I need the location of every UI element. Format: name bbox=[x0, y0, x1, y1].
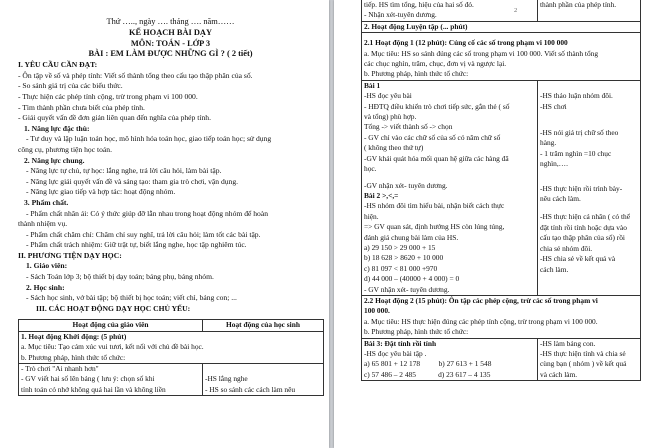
materials-line: - Sách Toán lớp 3; bộ thiết bị dạy toán; bảng phụ, bảng nhóm. bbox=[26, 272, 214, 282]
teacher-activity-cell bbox=[362, 0, 538, 21]
quality-line: - Phẩm chất nhân ái: Có ý thức giúp đỡ lẫn nhau trong hoạt động nhóm để hoàn bbox=[26, 208, 269, 218]
subheading-teacher: 1. Giáo viên: bbox=[26, 261, 68, 271]
student-activity-line: - HS so sánh các cách làm nêu bbox=[205, 384, 296, 394]
activity-2-line: b. Phương pháp, hình thức tổ chức: bbox=[364, 327, 469, 337]
warmup-line: a. Mục tiêu: Tạo cảm xúc vui tươi, kết nối với chủ đề bài học. bbox=[21, 342, 204, 352]
subheading-general-competence: 2. Năng lực chung. bbox=[24, 155, 85, 165]
table-header-row bbox=[19, 320, 324, 331]
activity-2-line: a. Mục tiêu: HS thực hiện đúng các phép tính cộng, trừ trong phạm vi 100 000. bbox=[364, 316, 598, 326]
page-2-content bbox=[361, 0, 640, 381]
subject-line: MÔN: TOÁN - LỚP 3 bbox=[130, 38, 211, 48]
student-activity-line: -HS thảo luận nhóm đôi. bbox=[540, 91, 613, 101]
warmup-section-cell bbox=[19, 331, 324, 363]
teacher-activity-line: -HS nhóm đôi tìm hiểu bài, nhận biết cách thực bbox=[364, 201, 505, 211]
goal-line: - Giải quyết vấn đề đơn giản liên quan đến nghĩa của phép tính. bbox=[18, 113, 211, 123]
activity-1-line: b. Phương pháp, hình thức tổ chức: bbox=[364, 69, 469, 79]
student-activity-cell bbox=[538, 0, 641, 21]
lesson-plan-title: KẾ HOẠCH BÀI DẠY bbox=[128, 27, 213, 37]
activity-1-title: 2.1 Hoạt động 1 (12 phút): Củng cố các số trong phạm vi 100 000 bbox=[364, 38, 568, 48]
activity-2-title: 2.2 Hoạt động 2 (15 phút): Ôn tập các phép cộng, trừ các số trong phạm vi bbox=[364, 295, 598, 305]
spacer bbox=[540, 170, 638, 184]
student-activity-line: - 1 trăm nghìn =10 chục bbox=[540, 148, 612, 158]
teacher-activity-line: a) 29 150 > 29 000 + 15 bbox=[364, 242, 436, 252]
student-activity-line: chia sẻ nhóm đôi. bbox=[540, 243, 593, 253]
quality-line: - Phẩm chất trách nhiệm: Giữ trật tự, biết lắng nghe, học tập nghiêm túc. bbox=[26, 240, 247, 250]
student-activity-line: -HS chơi bbox=[540, 101, 567, 111]
teacher-activity-line: - Nhận xét-tuyên dương. bbox=[364, 10, 437, 20]
teacher-activity-line: - HĐTQ điều khiển trò chơi tiếp sức, gắn thẻ ( số bbox=[364, 101, 510, 111]
teacher-activity-line: đánh giá chung bài làm của HS. bbox=[364, 232, 459, 242]
competence-line: - Năng lực tự chủ, tự học: lắng nghe, trả lời câu hỏi, làm bài tập. bbox=[26, 166, 222, 176]
teacher-activity-line: d) 44 000 – (40000 + 4 000) = 0 bbox=[364, 274, 460, 284]
spacer bbox=[540, 81, 638, 91]
exercise-1-teacher-cell bbox=[362, 80, 538, 295]
competence-line: - Tư duy và lập luận toán học, mô hình hóa toán học, giao tiếp toán học; sử dụng bbox=[26, 134, 272, 144]
activity-2-title-cont: 100 000. bbox=[364, 306, 390, 316]
teacher-activity-cell bbox=[19, 364, 203, 396]
student-activity-line: thành phần của phép tính. bbox=[540, 0, 617, 9]
student-activity-line: cấu tạo thập phân của số) rồi bbox=[540, 233, 625, 243]
student-activity-line: cách làm. bbox=[540, 264, 569, 274]
table-row bbox=[19, 364, 324, 396]
subheading-qualities: 3. Phẩm chất. bbox=[24, 197, 69, 207]
table-row bbox=[19, 331, 324, 363]
table-row bbox=[362, 21, 641, 32]
quality-line: - Phẩm chất chăm chỉ: Chăm chỉ suy nghĩ, trả lời câu hỏi; làm tốt các bài tập. bbox=[26, 229, 261, 239]
student-activity-line: -HS lắng nghe bbox=[205, 374, 248, 384]
goal-line: - Tìm thành phần chưa biết của phép tính. bbox=[18, 102, 145, 112]
competence-line: - Năng lực giải quyết vấn đề và sáng tạo: tham gia trò chơi, vận dụng. bbox=[26, 176, 239, 186]
teacher-activity-line: c) 57 486 – 2 485 d) 23 617 – 4 135 bbox=[364, 369, 491, 379]
goal-line: - Ôn tập về số và phép tính: Viết số thành tổng theo cấu tạo thập phân của số. bbox=[18, 70, 253, 80]
activity-1-line: a. Mục tiêu: HS so sánh đúng các số trong phạm vi 100 000. Viết số thành tổng bbox=[364, 48, 599, 58]
competence-line: công cụ, phương tiện học toán. bbox=[18, 144, 112, 154]
spacer bbox=[540, 112, 638, 128]
warmup-title: 1. Hoạt động Khởi động: (5 phút) bbox=[21, 331, 127, 341]
exercise-1-student-cell bbox=[538, 80, 641, 295]
section-heading-requirements: I. YÊU CẦU CẦN ĐẠT: bbox=[18, 60, 98, 70]
student-activity-line: đặt tính rồi tính hoặc dựa vào bbox=[540, 222, 627, 232]
date-line: Thứ ….., ngày …. tháng …. năm…… bbox=[106, 17, 235, 26]
teacher-activity-line: - GV nhận xét- tuyên dương. bbox=[364, 284, 450, 294]
teacher-activity-line: tính toán có nhớ không quá hai lần và không liền bbox=[21, 384, 166, 394]
student-activity-line: cùng bạn ( nhóm ) về kết quả bbox=[540, 359, 627, 369]
activities-table-continued bbox=[361, 0, 641, 381]
section-heading-activities: III. CÁC HOẠT ĐỘNG DẠY HỌC CHỦ YẾU: bbox=[36, 303, 191, 313]
column-header-teacher-text: Hoạt động của giáo viên bbox=[72, 320, 149, 330]
activities-table bbox=[18, 319, 324, 396]
spacer bbox=[540, 204, 638, 212]
exercise-3-teacher-cell bbox=[362, 338, 538, 381]
student-activity-line: -HS thực hiện cá nhân ( có thể bbox=[540, 212, 630, 222]
student-activity-cell bbox=[203, 364, 324, 396]
student-activity-line: -HS chia sẻ về kết quả và bbox=[540, 254, 616, 264]
teacher-activity-line: - GV chỉ vào các chữ số của số có năm chữ số bbox=[364, 132, 501, 142]
page-number: 2 bbox=[514, 7, 518, 14]
competence-line: - Năng lực giao tiếp và hợp tác: hoạt động nhóm. bbox=[26, 187, 176, 197]
table-row bbox=[362, 0, 641, 21]
student-activity-line: -HS làm bảng con. bbox=[540, 338, 596, 348]
table-row bbox=[362, 295, 641, 338]
activity-1-cell bbox=[362, 33, 641, 81]
student-activity-line bbox=[205, 364, 321, 374]
table-row bbox=[362, 80, 641, 295]
teacher-activity-line: - GV viết hai số lên bảng ( lưu ý: chọn số khi bbox=[21, 374, 155, 384]
table-row bbox=[362, 33, 641, 81]
student-activity-line: -HS thực hiện rồi trình bày- bbox=[540, 183, 623, 193]
teacher-activity-line: Tổng -> viết thành số -> chọn bbox=[364, 122, 453, 132]
table-row bbox=[362, 338, 641, 381]
column-header-student bbox=[203, 320, 324, 331]
teacher-activity-line: -GV nhận xét- tuyên dương. bbox=[364, 180, 448, 190]
teacher-activity-line: ( không theo thứ tự) bbox=[364, 143, 424, 153]
subheading-student: 2. Học sinh: bbox=[26, 282, 65, 292]
teacher-activity-line: và tổng) phù hợp. bbox=[364, 112, 417, 122]
quality-line: thành nhiệm vụ. bbox=[18, 219, 68, 229]
teacher-activity-line: - Trò chơi "Ai nhanh hơn" bbox=[21, 364, 99, 374]
goal-line: - So sánh giá trị của các biểu thức. bbox=[18, 81, 123, 91]
teacher-activity-line: -HS đọc yêu bài bbox=[364, 91, 412, 101]
teacher-activity-line: học. bbox=[364, 164, 377, 174]
goal-line: - Thực hiện các phép tính cộng, trừ trong phạm vi 100 000. bbox=[18, 91, 198, 101]
teacher-activity-line: tiếp. HS tìm tổng, hiệu của hai số đó. bbox=[364, 0, 474, 9]
student-activity-line: và cách làm. bbox=[540, 369, 578, 379]
exercise-1-title: Bài 1 bbox=[364, 80, 381, 90]
teacher-activity-line: a) 65 801 + 12 178 b) 27 613 + 1 548 bbox=[364, 359, 492, 369]
section-heading-materials: II. PHƯƠNG TIỆN DẠY HỌC: bbox=[18, 250, 122, 260]
teacher-activity-line: hiện. bbox=[364, 211, 379, 221]
warmup-line: b. Phương pháp, hình thức tổ chức: bbox=[21, 352, 126, 362]
teacher-activity-line: => GV quan sát, định hướng HS còn lúng túng, bbox=[364, 222, 505, 232]
column-header-teacher bbox=[19, 320, 203, 331]
activity-1-line: các chục nghìn, trăm, chục, đơn vị và ngược lại. bbox=[364, 59, 507, 69]
student-activity-line: nêu cách làm. bbox=[540, 194, 581, 204]
teacher-activity-line: c) 81 097 < 81 000 +970 bbox=[364, 263, 438, 273]
student-activity-line: nghìn,…. bbox=[540, 159, 568, 169]
student-activity-line: -HS nói giá trị chữ số theo bbox=[540, 128, 619, 138]
materials-line: - Sách học sinh, vở bài tập; bộ thiết bị học toán; viết chì, bảng con; ... bbox=[26, 293, 237, 303]
practice-heading: 2. Hoạt động Luyện tập (... phút) bbox=[364, 21, 468, 31]
student-activity-line: hàng. bbox=[540, 138, 557, 148]
teacher-activity-line: -GV khái quát hóa mối quan hệ giữa các hàng đã bbox=[364, 153, 509, 163]
exercise-3-student-cell bbox=[538, 338, 641, 381]
exercise-2-title: Bài 2 >,<,= bbox=[364, 190, 399, 200]
activity-2-cell bbox=[362, 295, 641, 338]
exercise-3-title: Bài 3: Đặt tính rồi tính bbox=[364, 338, 437, 348]
document-page-2 bbox=[334, 0, 650, 448]
practice-heading-cell bbox=[362, 21, 641, 32]
column-header-student-text: Hoạt động của học sinh bbox=[226, 320, 300, 330]
subheading-specific-competence: 1. Năng lực đặc thù: bbox=[24, 123, 90, 133]
teacher-activity-line: b) 18 628 > 8620 + 10 000 bbox=[364, 253, 444, 263]
student-activity-line: -HS thực hiện tính và chia sẻ bbox=[540, 349, 626, 358]
lesson-title: BÀI : EM LÀM ĐƯỢC NHỮNG GÌ ? ( 2 tiết) bbox=[88, 49, 253, 59]
page-1-content bbox=[18, 17, 323, 396]
teacher-activity-line: -HS đọc yêu bài tập . bbox=[364, 349, 427, 358]
